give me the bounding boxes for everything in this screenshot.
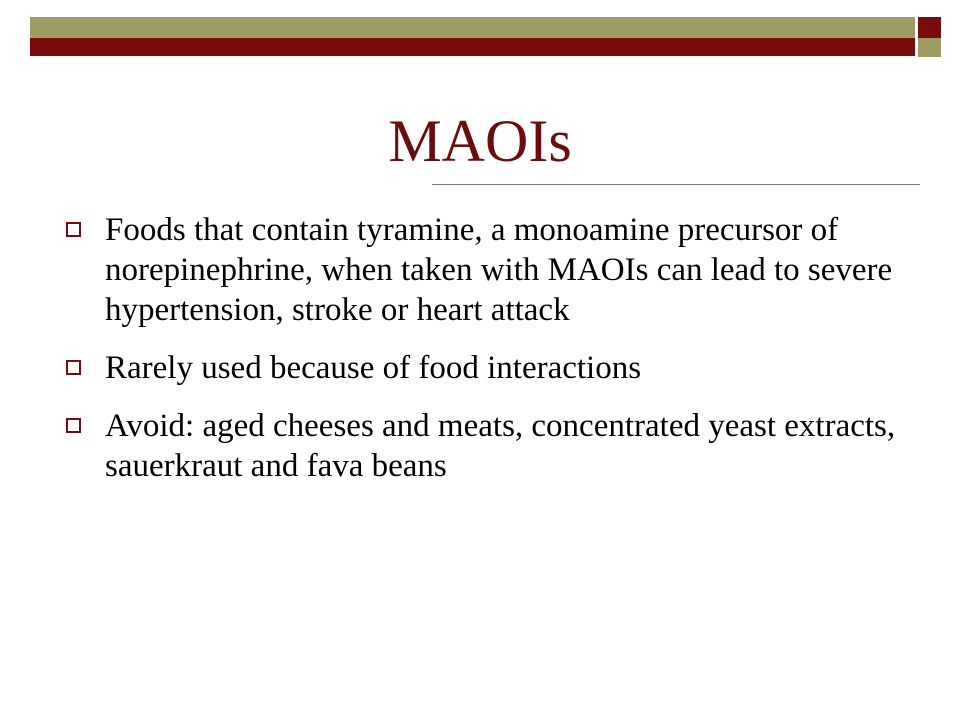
bullet-text: Rarely used because of food interactions [105, 350, 642, 386]
bullet-item [60, 348, 900, 388]
bullet-text: Avoid: aged cheeses and meats, concentrated yeast extracts, sauerkraut and fava beans [105, 408, 896, 484]
bullet-list [60, 210, 900, 504]
corner-block-olive [918, 38, 941, 57]
title-divider [432, 184, 920, 185]
corner-block-maroon [918, 17, 941, 38]
header-bar [30, 17, 915, 56]
slide-title: MAOIs [388, 108, 572, 174]
bullet-item [60, 210, 900, 330]
header-bar-maroon-stripe [30, 38, 915, 56]
hollow-square-icon [66, 418, 81, 433]
bullet-text: Foods that contain tyramine, a monoamine precursor of norepinephrine, when taken with MAOIs can lead to severe hypertension, stroke or heart attack [105, 212, 893, 328]
hollow-square-icon [66, 360, 81, 375]
hollow-square-icon [66, 222, 81, 237]
header-bar-olive-stripe [30, 17, 915, 38]
bullet-item [60, 406, 900, 486]
